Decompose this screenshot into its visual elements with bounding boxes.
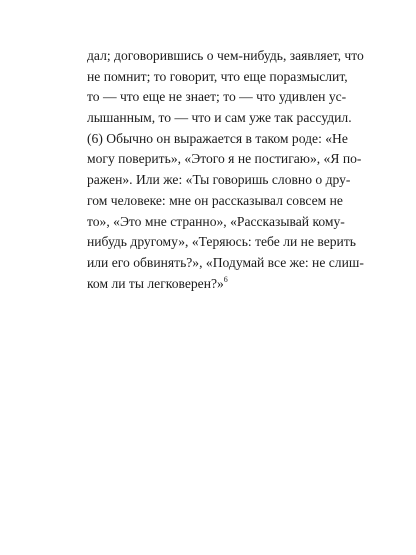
text-line: то», «Это мне странно», «Рассказывай кому- bbox=[87, 213, 345, 229]
text-line: ражен». Или же: «Ты говоришь словно о дру- bbox=[87, 172, 351, 188]
text-line: (6) Обычно он выражается в таком роде: «Не bbox=[87, 130, 348, 146]
text-line-last bbox=[87, 274, 329, 295]
text-line: лышанным, то — что и сам уже так рассудил. bbox=[87, 110, 352, 126]
footnote-marker[interactable]: 6 bbox=[223, 274, 228, 284]
text-line: не помнит; то говорит, что еще поразмыслит, bbox=[87, 68, 348, 84]
body-paragraph bbox=[87, 46, 364, 294]
text-line: гом человеке: мне он рассказывал совсем не bbox=[87, 192, 343, 208]
text-line: нибудь другому», «Теряюсь: тебе ли не верить bbox=[87, 234, 356, 250]
text-line-content: ком ли ты легковерен?» bbox=[87, 275, 224, 291]
text-line: дал; договорившись о чем-нибудь, заявляет, что bbox=[87, 48, 364, 63]
text-line: или его обвинять?», «Подумай все же: не слиш- bbox=[87, 254, 364, 270]
text-line: могу поверить», «Этого я не постигаю», «Я по- bbox=[87, 151, 362, 167]
text-line: то — что еще не знает; то — что удивлен ус- bbox=[87, 89, 347, 105]
